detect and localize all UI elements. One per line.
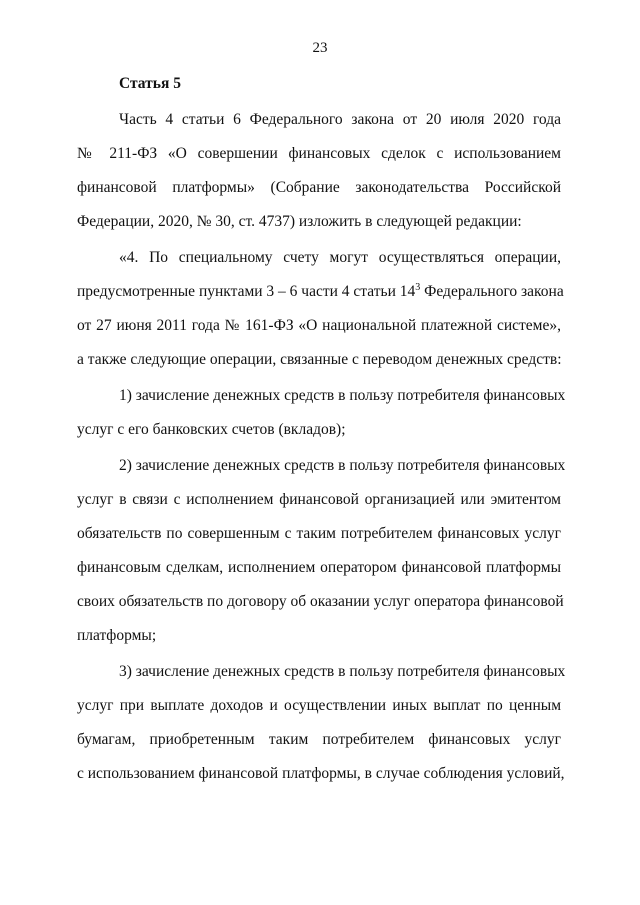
- text-line: услуг в связи с исполнением финансовой организацией или эмитентом: [77, 491, 561, 508]
- superscript: 3: [415, 281, 421, 293]
- text-line: Федерации, 2020, № 30, ст. 4737) изложить в следующей редакции:: [77, 213, 522, 230]
- text-line: бумагам, приобретенным таким потребителем финансовых услуг: [77, 731, 561, 748]
- text-line: [77, 281, 564, 302]
- text-line: «4. По специальному счету могут осуществляться операции,: [119, 249, 561, 266]
- text-line: Часть 4 статьи 6 Федерального закона от 20 июля 2020 года: [119, 111, 561, 128]
- text-line: своих обязательств по договору об оказании услуг оператора финансовой: [77, 593, 564, 610]
- article-heading: Статья 5: [119, 75, 181, 92]
- text-line: с использованием финансовой платформы, в случае соблюдения условий,: [77, 765, 565, 782]
- text-line: платформы;: [77, 627, 157, 644]
- page-number: 23: [312, 40, 328, 56]
- text-line: а также следующие операции, связанные с переводом денежных средств:: [77, 351, 562, 368]
- text-line: 1) зачисление денежных средств в пользу потребителя финансовых: [119, 387, 566, 404]
- text-line: финансовым сделкам, исполнением оператором финансовой платформы: [77, 559, 561, 576]
- text-line: услуг с его банковских счетов (вкладов);: [77, 421, 346, 438]
- text-fragment: Федерального закона: [424, 283, 564, 300]
- text-line: от 27 июня 2011 года № 161-ФЗ «О национальной платежной системе»,: [77, 317, 561, 334]
- text-line: 3) зачисление денежных средств в пользу потребителя финансовых: [119, 663, 566, 680]
- text-line: обязательств по совершенным с таким потребителем финансовых услуг: [77, 525, 561, 542]
- text-line: финансовой платформы» (Собрание законодательства Российской: [77, 179, 561, 196]
- text-line: № 211-ФЗ «О совершении финансовых сделок с использованием: [77, 145, 561, 162]
- text-line: услуг при выплате доходов и осуществлении иных выплат по ценным: [77, 697, 561, 714]
- text-fragment: предусмотренные пунктами 3 – 6 части 4 статьи 14: [77, 283, 416, 300]
- text-line: 2) зачисление денежных средств в пользу потребителя финансовых: [119, 457, 566, 474]
